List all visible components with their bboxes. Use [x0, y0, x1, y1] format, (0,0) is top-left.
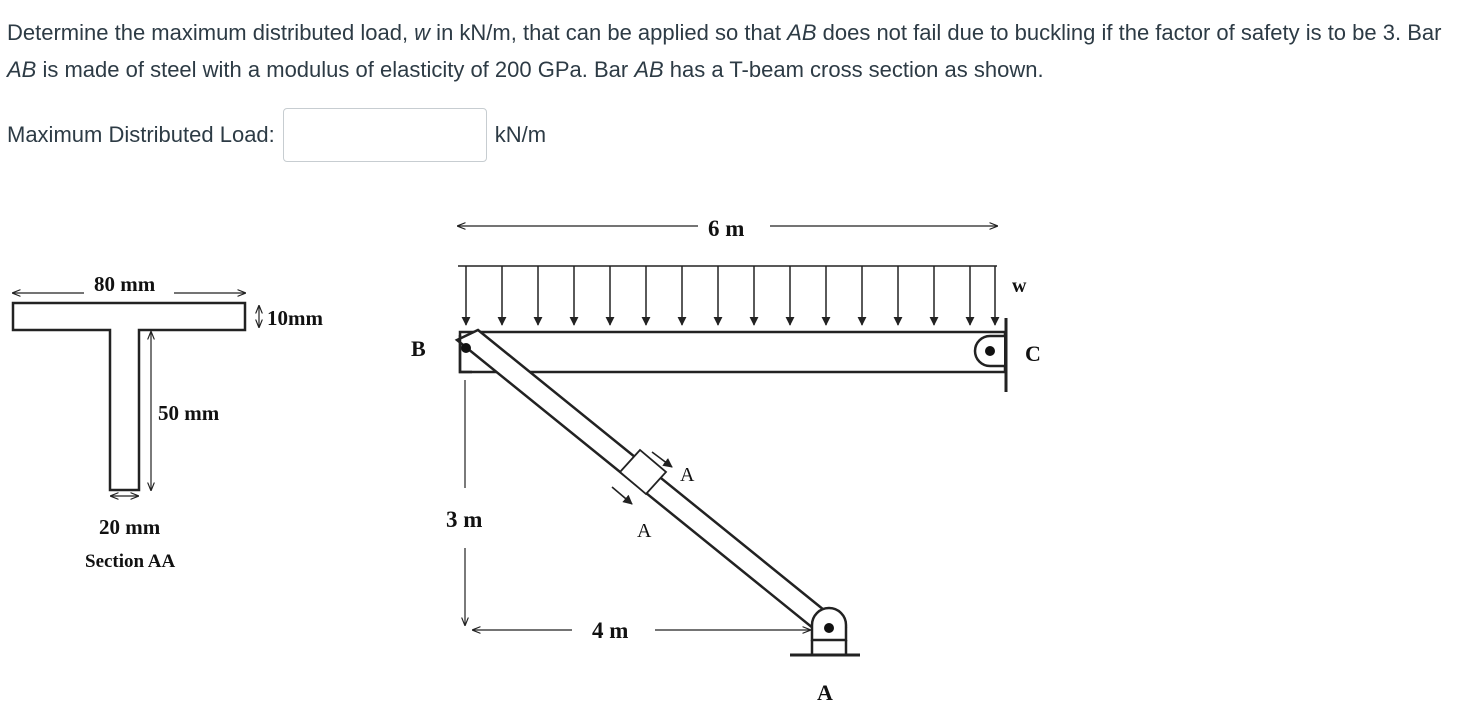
horizontal-label: 4 m — [592, 618, 629, 643]
dim-10mm-label: 10mm — [267, 306, 323, 330]
dim-20mm-label: 20 mm — [99, 515, 161, 539]
pin-b — [461, 343, 471, 353]
load-label: w — [1012, 275, 1027, 297]
dim-50mm-label: 50 mm — [158, 401, 220, 425]
dim-80mm-label: 80 mm — [94, 272, 156, 296]
answer-unit: kN/m — [494, 122, 547, 147]
t-section-drawing — [13, 293, 259, 496]
label-c: C — [1025, 341, 1041, 366]
answer-label: Maximum Distributed Load: — [7, 122, 275, 147]
question-text: Determine the maximum distributed load, w in kN/m, that can be applied so that AB does not fail due to buckling if the factor of safety is to be 3. Bar AB is made of steel with a modulus of elasticity of 200 GPa. Bar AB has a T-beam cross section as shown. — [7, 20, 1442, 82]
max-load-input[interactable] — [283, 108, 487, 162]
section-mark-label-2: A — [637, 520, 652, 542]
answer-row — [7, 106, 546, 164]
section-caption: Section AA — [85, 551, 176, 572]
section-mark-label-1: A — [680, 464, 695, 486]
pin-a — [824, 623, 834, 633]
frame-drawing — [457, 226, 1006, 655]
label-a: A — [817, 680, 833, 705]
section-cut-arrow-2 — [612, 487, 632, 504]
beam-bc — [460, 332, 1005, 372]
problem-figure — [0, 180, 1457, 709]
t-section-outline — [13, 303, 245, 490]
label-b: B — [411, 336, 426, 361]
load-arrows — [466, 266, 995, 325]
span-label: 6 m — [708, 216, 745, 241]
pin-c — [985, 346, 995, 356]
height-label: 3 m — [446, 507, 483, 532]
